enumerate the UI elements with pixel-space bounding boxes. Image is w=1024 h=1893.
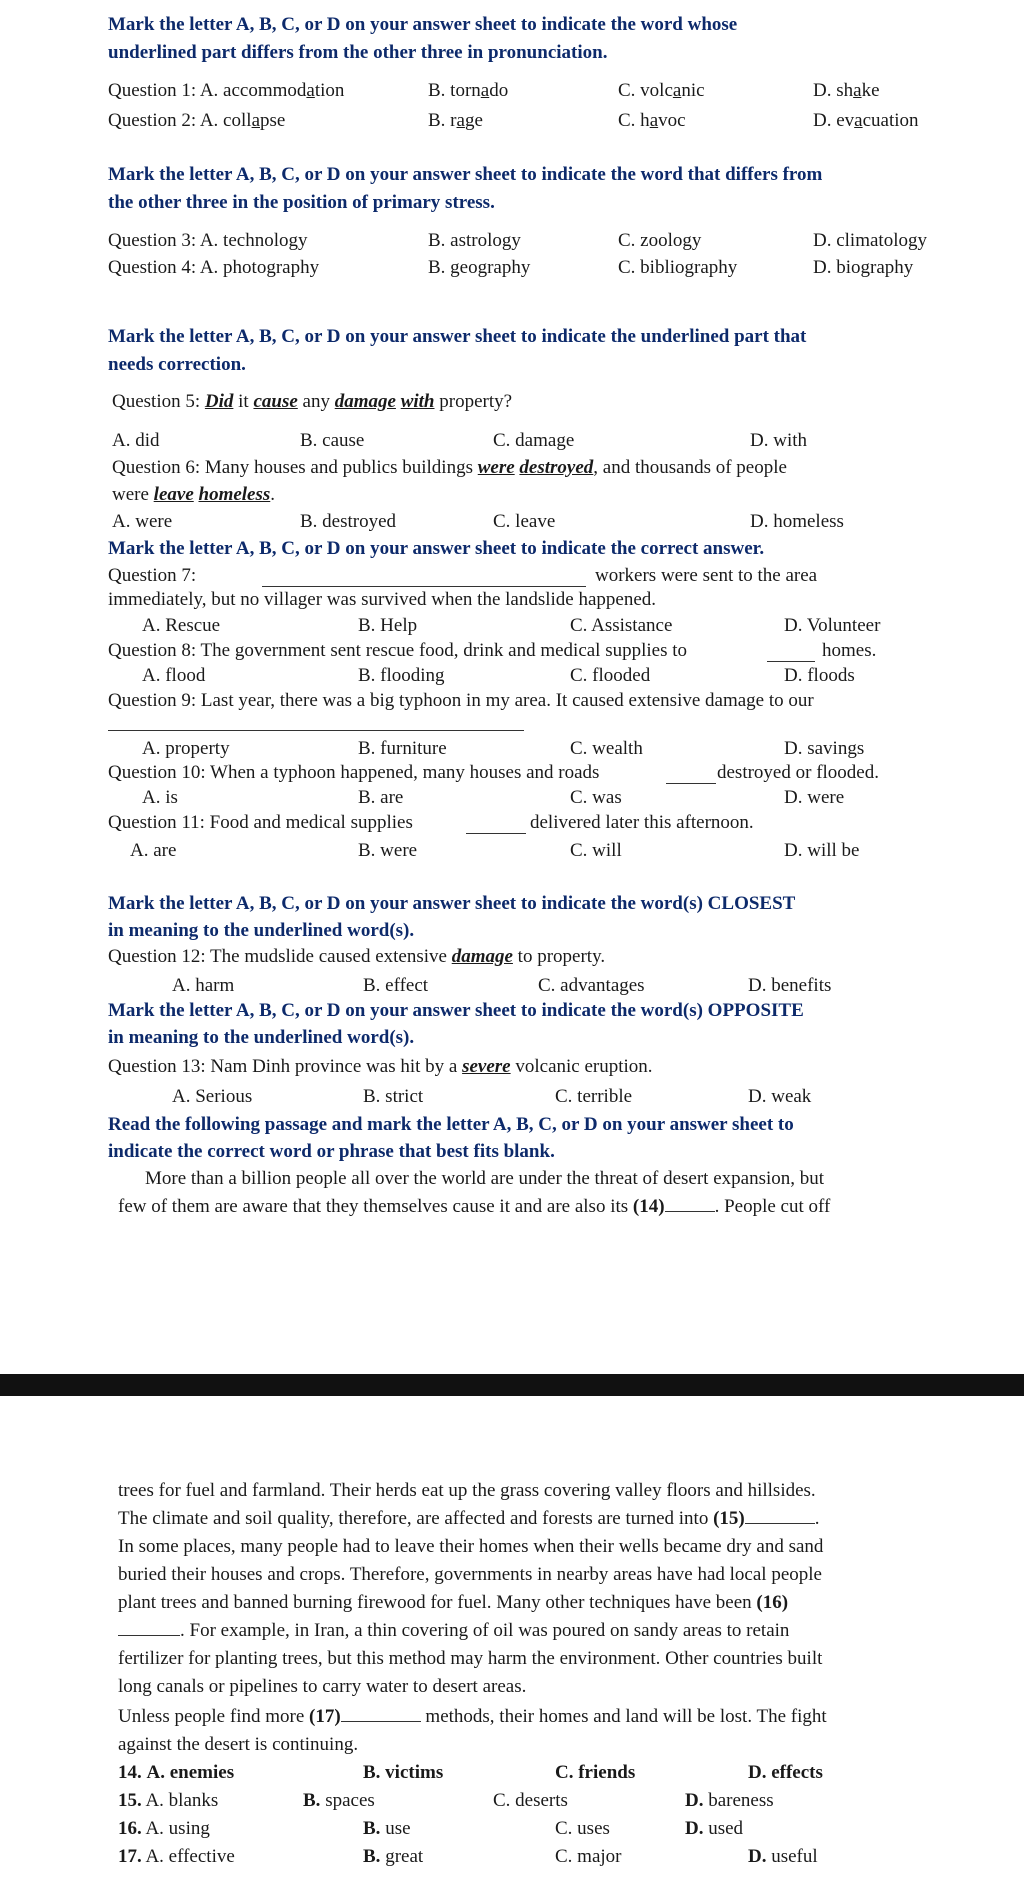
question-8: Question 8: The government sent rescue food, drink and medical supplies to xyxy=(108,640,688,661)
section-heading: Mark the letter A, B, C, or D on your answer sheet to indicate the word(s) OPPOSITE xyxy=(108,1000,804,1021)
passage-line: fertilizer for planting trees, but this method may harm the environment. Other countries built xyxy=(118,1648,823,1669)
question-11-rest: delivered later this afternoon. xyxy=(530,812,754,833)
q14-option-c[interactable]: C. friends xyxy=(555,1762,636,1783)
question-5: Question 5: Did it cause any damage with property? xyxy=(112,391,513,412)
q1-option-d[interactable]: D. shake xyxy=(813,80,880,101)
q10-option-b[interactable]: B. are xyxy=(358,787,404,808)
question-11: Question 11: Food and medical supplies xyxy=(108,812,413,833)
q12-option-a[interactable]: A. harm xyxy=(172,975,235,996)
page-separator xyxy=(0,1374,1024,1396)
question-6: Question 6: Many houses and publics buildings were destroyed, and thousands of people xyxy=(112,457,787,478)
q5-option-b[interactable]: B. cause xyxy=(300,430,365,451)
passage-line: plant trees and banned burning firewood for fuel. Many other techniques have been (16) xyxy=(118,1592,789,1613)
q14-option-d[interactable]: D. effects xyxy=(748,1762,823,1783)
q9-option-c[interactable]: C. wealth xyxy=(570,738,643,759)
passage-line: trees for fuel and farmland. Their herds eat up the grass covering valley floors and hillsides. xyxy=(118,1480,816,1501)
q5-option-a[interactable]: A. did xyxy=(112,430,160,451)
question-12: Question 12: The mudslide caused extensive damage to property. xyxy=(108,946,606,967)
question-10-rest: destroyed or flooded. xyxy=(717,762,879,783)
q10-option-d[interactable]: D. were xyxy=(784,787,845,808)
q16-option-c[interactable]: C. uses xyxy=(555,1818,610,1839)
section-heading: Read the following passage and mark the letter A, B, C, or D on your answer sheet to xyxy=(108,1114,794,1135)
section-heading: Mark the letter A, B, C, or D on your answer sheet to indicate the correct answer. xyxy=(108,538,765,559)
q6-option-c[interactable]: C. leave xyxy=(493,511,556,532)
q11-option-a[interactable]: A. are xyxy=(130,840,177,861)
q7-option-d[interactable]: D. Volunteer xyxy=(784,615,881,636)
answer-blank-15[interactable] xyxy=(745,1523,815,1524)
section-heading: Mark the letter A, B, C, or D on your answer sheet to indicate the underlined part that xyxy=(108,326,807,347)
q11-option-d[interactable]: D. will be xyxy=(784,840,860,861)
question-7-line2: immediately, but no villager was survived when the landslide happened. xyxy=(108,589,657,610)
q17-option-c[interactable]: C. major xyxy=(555,1846,622,1867)
q2-option-d[interactable]: D. evacuation xyxy=(813,110,919,131)
question-4: Question 4: A. photography xyxy=(108,257,320,278)
q7-option-b[interactable]: B. Help xyxy=(358,615,418,636)
question-2: Question 2: A. collapse xyxy=(108,110,286,131)
q16-option-a[interactable]: 16. A. using xyxy=(118,1818,210,1839)
q8-option-d[interactable]: D. floods xyxy=(784,665,855,686)
q2-option-c[interactable]: C. havoc xyxy=(618,110,686,131)
answer-blank-16[interactable] xyxy=(118,1635,180,1636)
q9-option-b[interactable]: B. furniture xyxy=(358,738,447,759)
section-heading: in meaning to the underlined word(s). xyxy=(108,1027,415,1048)
q17-option-a[interactable]: 17. A. effective xyxy=(118,1846,235,1867)
q14-option-b[interactable]: B. victims xyxy=(363,1762,444,1783)
question-6-line2: were leave homeless. xyxy=(112,484,276,505)
passage-line: In some places, many people had to leave their homes when their wells became dry and sand xyxy=(118,1536,824,1557)
q4-option-c[interactable]: C. bibliography xyxy=(618,257,738,278)
q13-option-c[interactable]: C. terrible xyxy=(555,1086,633,1107)
q4-option-b[interactable]: B. geography xyxy=(428,257,531,278)
q15-option-d[interactable]: D. bareness xyxy=(685,1790,774,1811)
section-heading: needs correction. xyxy=(108,354,246,375)
section-heading: Mark the letter A, B, C, or D on your answer sheet to indicate the word that differs from xyxy=(108,164,823,185)
answer-blank[interactable] xyxy=(666,783,716,784)
q8-option-b[interactable]: B. flooding xyxy=(358,665,445,686)
answer-blank[interactable] xyxy=(466,833,526,834)
q2-option-b[interactable]: B. rage xyxy=(428,110,483,131)
question-9: Question 9: Last year, there was a big typhoon in my area. It caused extensive damage to our xyxy=(108,690,814,711)
q8-option-c[interactable]: C. flooded xyxy=(570,665,651,686)
passage-line: against the desert is continuing. xyxy=(118,1734,359,1755)
q9-option-d[interactable]: D. savings xyxy=(784,738,865,759)
passage-line: long canals or pipelines to carry water to desert areas. xyxy=(118,1676,527,1697)
q3-option-b[interactable]: B. astrology xyxy=(428,230,521,251)
section-heading: underlined part differs from the other three in pronunciation. xyxy=(108,42,608,63)
q13-option-a[interactable]: A. Serious xyxy=(172,1086,253,1107)
question-7: Question 7: xyxy=(108,565,197,586)
q1-option-b[interactable]: B. tornado xyxy=(428,80,509,101)
section-heading: the other three in the position of primary stress. xyxy=(108,192,495,213)
q10-option-c[interactable]: C. was xyxy=(570,787,622,808)
q16-option-b[interactable]: B. use xyxy=(363,1818,411,1839)
answer-blank[interactable] xyxy=(767,661,815,662)
q17-option-b[interactable]: B. great xyxy=(363,1846,424,1867)
question-13: Question 13: Nam Dinh province was hit by a severe volcanic eruption. xyxy=(108,1056,653,1077)
q13-option-b[interactable]: B. strict xyxy=(363,1086,424,1107)
q4-option-d[interactable]: D. biography xyxy=(813,257,914,278)
question-3: Question 3: A. technology xyxy=(108,230,308,251)
q5-option-d[interactable]: D. with xyxy=(750,430,807,451)
question-1: Question 1: A. accommodation xyxy=(108,80,345,101)
section-heading: Mark the letter A, B, C, or D on your answer sheet to indicate the word whose xyxy=(108,14,738,35)
q10-option-a[interactable]: A. is xyxy=(142,787,178,808)
q7-option-a[interactable]: A. Rescue xyxy=(142,615,221,636)
q1-option-c[interactable]: C. volcanic xyxy=(618,80,705,101)
section-heading: in meaning to the underlined word(s). xyxy=(108,920,415,941)
q12-option-d[interactable]: D. benefits xyxy=(748,975,832,996)
q6-option-b[interactable]: B. destroyed xyxy=(300,511,397,532)
question-7-rest: workers were sent to the area xyxy=(595,565,818,586)
passage-line: Unless people find more (17) methods, their homes and land will be lost. The fight xyxy=(118,1706,827,1727)
q15-option-c[interactable]: C. deserts xyxy=(493,1790,568,1811)
q8-option-a[interactable]: A. flood xyxy=(142,665,206,686)
q12-option-c[interactable]: C. advantages xyxy=(538,975,645,996)
passage-line: buried their houses and crops. Therefore, governments in nearby areas have had local people xyxy=(118,1564,822,1585)
q17-option-d[interactable]: D. useful xyxy=(748,1846,818,1867)
q6-option-d[interactable]: D. homeless xyxy=(750,511,844,532)
q16-option-d[interactable]: D. used xyxy=(685,1818,744,1839)
section-heading: Mark the letter A, B, C, or D on your answer sheet to indicate the word(s) CLOSEST xyxy=(108,893,796,914)
q11-option-c[interactable]: C. will xyxy=(570,840,622,861)
q9-option-a[interactable]: A. property xyxy=(142,738,230,759)
passage-line: . For example, in Iran, a thin covering of oil was poured on sandy areas to retain xyxy=(118,1620,789,1642)
top-decoration xyxy=(430,0,730,4)
q14-option-a[interactable]: 14. A. enemies xyxy=(118,1762,235,1783)
q13-option-d[interactable]: D. weak xyxy=(748,1086,812,1107)
q7-option-c[interactable]: C. Assistance xyxy=(570,615,673,636)
q11-option-b[interactable]: B. were xyxy=(358,840,418,861)
q3-option-d[interactable]: D. climatology xyxy=(813,230,927,251)
q15-option-a[interactable]: 15. A. blanks xyxy=(118,1790,219,1811)
q6-option-a[interactable]: A. were xyxy=(112,511,173,532)
question-8-rest: homes. xyxy=(822,640,877,661)
passage-line: The climate and soil quality, therefore, are affected and forests are turned into (15) . xyxy=(118,1508,820,1529)
passage-line: few of them are aware that they themselves cause it and are also its (14) . People cut off xyxy=(118,1196,831,1217)
q5-option-c[interactable]: C. damage xyxy=(493,430,575,451)
section-heading: indicate the correct word or phrase that best fits blank. xyxy=(108,1141,555,1162)
q12-option-b[interactable]: B. effect xyxy=(363,975,429,996)
q15-option-b[interactable]: B. spaces xyxy=(303,1790,375,1811)
q3-option-c[interactable]: C. zoology xyxy=(618,230,702,251)
answer-blank-14[interactable] xyxy=(665,1211,715,1212)
answer-blank-17[interactable] xyxy=(341,1721,421,1722)
answer-blank[interactable] xyxy=(108,730,524,731)
answer-blank[interactable] xyxy=(262,586,586,587)
question-10: Question 10: When a typhoon happened, many houses and roads xyxy=(108,762,600,783)
passage-line: More than a billion people all over the world are under the threat of desert expansion, but xyxy=(145,1168,825,1189)
